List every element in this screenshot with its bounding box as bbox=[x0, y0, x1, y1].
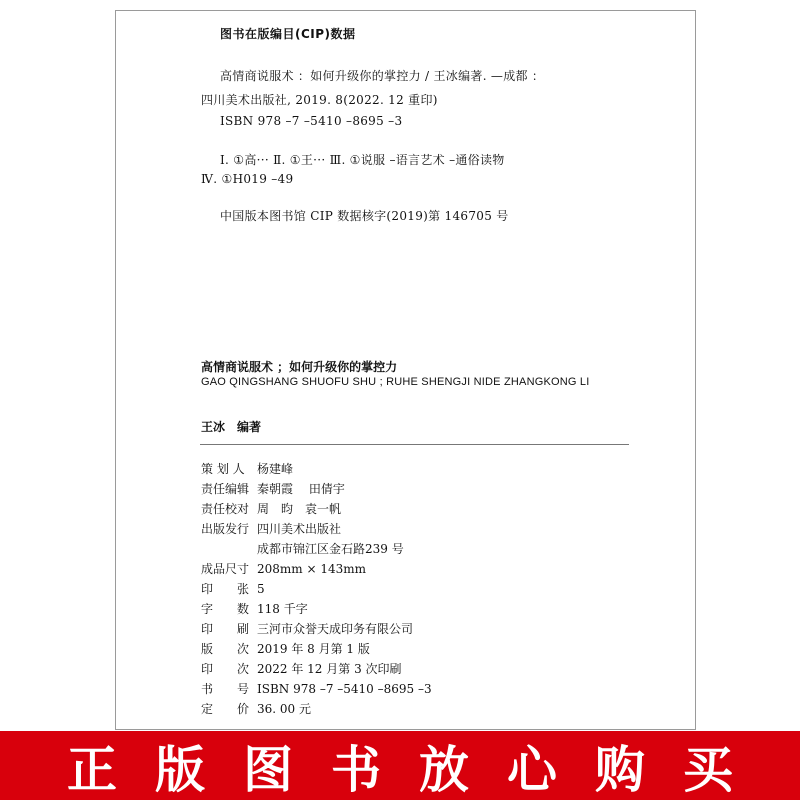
banner-text: 正版图书放心购买 bbox=[67, 740, 771, 799]
info-label: 书 号 bbox=[201, 682, 250, 696]
book-title-pinyin: GAO QINGSHANG SHUOFU SHU ; RUHE SHENGJI NIDE ZHANGKONG LI bbox=[201, 376, 590, 388]
book-author: 王冰 编著 bbox=[201, 420, 262, 434]
info-value: 成都市锦江区金石路239 号 bbox=[257, 542, 404, 556]
info-label: 印 次 bbox=[201, 662, 250, 676]
info-label: 定 价 bbox=[201, 702, 250, 716]
info-label: 责任编辑 bbox=[201, 482, 250, 496]
info-row-word-count bbox=[201, 600, 308, 617]
cip-classification-line: Ⅰ. ①高··· Ⅱ. ①王··· Ⅲ. ①说服 –语言艺术 –通俗读物 bbox=[220, 153, 505, 167]
info-label: 印 刷 bbox=[201, 622, 250, 636]
info-label: 出版发行 bbox=[201, 522, 250, 536]
info-row-price bbox=[201, 700, 311, 717]
info-label: 版 次 bbox=[201, 642, 250, 656]
info-label: 责任校对 bbox=[201, 502, 250, 516]
info-row-printing bbox=[201, 660, 402, 677]
info-row-publisher bbox=[201, 520, 341, 537]
authentic-banner bbox=[0, 731, 800, 800]
info-value: ISBN 978 –7 –5410 –8695 –3 bbox=[257, 682, 432, 696]
info-row-address bbox=[201, 540, 404, 557]
info-row-editors bbox=[201, 480, 345, 497]
book-title: 高情商说服术 ；如何升级你的掌控力 bbox=[201, 360, 398, 374]
cip-title-line: 高情商说服术 ：如何升级你的掌控力 / 王冰编著. —成都 ： bbox=[220, 69, 545, 83]
cip-classification-line-2: Ⅳ. ①H019 –49 bbox=[201, 172, 294, 186]
info-value: 2022 年 12 月第 3 次印刷 bbox=[257, 662, 402, 676]
info-row-sheets bbox=[201, 580, 265, 597]
info-label: 策 划 人 bbox=[201, 462, 245, 476]
info-row-size bbox=[201, 560, 366, 577]
divider bbox=[200, 444, 629, 445]
info-label: 字 数 bbox=[201, 602, 250, 616]
info-row-edition bbox=[201, 640, 370, 657]
info-value: 208mm × 143mm bbox=[257, 562, 367, 576]
info-value: 四川美术出版社 bbox=[257, 522, 342, 536]
info-value: 2019 年 8 月第 1 版 bbox=[257, 642, 370, 656]
info-row-isbn bbox=[201, 680, 432, 697]
info-value: 杨建峰 bbox=[257, 462, 294, 476]
cip-heading: 图书在版编目(CIP)数据 bbox=[220, 27, 356, 41]
info-value: 三河市众誉天成印务有限公司 bbox=[257, 622, 414, 636]
info-label: 成品尺寸 bbox=[201, 562, 250, 576]
info-value: 秦朝霞 田倩宇 bbox=[257, 482, 345, 496]
info-row-proofreaders bbox=[201, 500, 341, 517]
info-row-planner bbox=[201, 460, 293, 477]
info-label: 印 张 bbox=[201, 582, 250, 596]
info-value: 周 昀 袁一帆 bbox=[257, 502, 342, 516]
info-value: 36. 00 元 bbox=[257, 702, 311, 716]
cip-record-number: 中国版本图书馆 CIP 数据核字(2019)第 146705 号 bbox=[220, 209, 509, 223]
info-value: 118 千字 bbox=[257, 602, 308, 616]
info-value: 5 bbox=[257, 582, 265, 596]
info-row-printer bbox=[201, 620, 413, 637]
cip-isbn-line: ISBN 978 –7 –5410 –8695 –3 bbox=[220, 114, 403, 128]
cip-publisher-line: 四川美术出版社, 2019. 8(2022. 12 重印) bbox=[201, 93, 438, 107]
